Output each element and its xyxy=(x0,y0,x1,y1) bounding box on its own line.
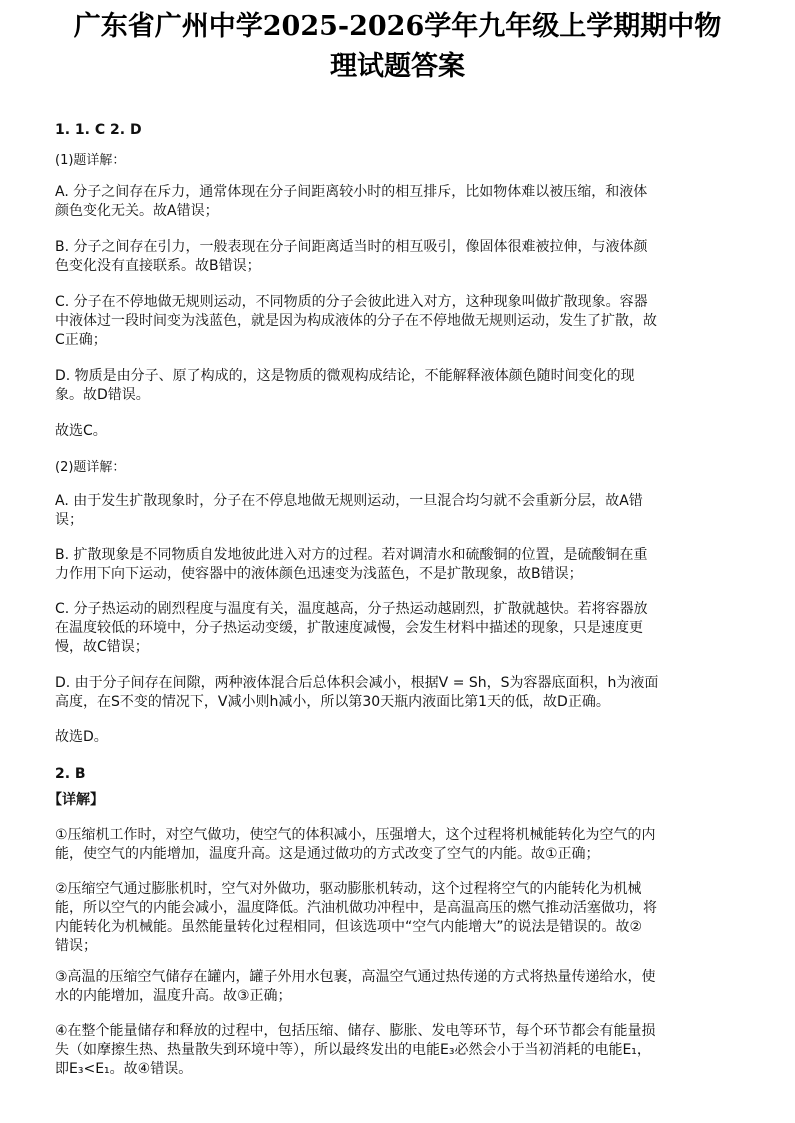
q1-part1-option-d-line: 象。故D错误。 xyxy=(55,387,150,403)
q2-paragraph-2-line: 能，所以空气的内能会减小，温度降低。汽油机做功冲程中，是高温高压的燃气推动活塞做功，将 xyxy=(55,900,657,916)
q1-part1-option-c-line: 中液体过一段时间变为浅蓝色，就是因为构成液体的分子在不停地做无规则运动，发生了扩散，故 xyxy=(55,313,657,329)
q2-paragraph-4-line: 即E₃<E₁。故④错误。 xyxy=(55,1061,193,1077)
q1-part1-option-a-line: A. 分子之间存在斥力，通常体现在分子间距离较小时的相互排斥，比如物体难以被压缩，和液体 xyxy=(55,184,648,200)
q1-part1-option-c-line: C. 分子在不停地做无规则运动，不同物质的分子会彼此进入对方，这种现象叫做扩散现象。容器 xyxy=(55,294,648,310)
document-title-line-2: 理试题答案 xyxy=(330,51,465,82)
q2-answer: 2. B xyxy=(55,766,86,782)
q1-part1-option-a-line: 颜色变化无关。故A错误； xyxy=(55,203,219,219)
q2-explanation-heading: 【详解】 xyxy=(48,792,104,808)
q1-answers: 1. 1. C 2. D xyxy=(55,122,142,138)
q1-part2-option-c-line: 在温度较低的环境中，分子热运动变缓，扩散速度减慢，会发生材料中描述的现象，只是速度更 xyxy=(55,620,643,636)
q1-part1-option-d-line: D. 物质是由分子、原了构成的，这是物质的微观构成结论，不能解释液体颜色随时间变化的现 xyxy=(55,368,635,384)
q2-paragraph-2-line: 错误； xyxy=(55,938,97,954)
q1-part1-option-b-line: B. 分子之间存在引力，一般表现在分子间距离适当时的相互吸引，像固体很难被拉伸，与液体颜 xyxy=(55,239,648,255)
q1-part2-option-d-line: D. 由于分子间存在间隙，两种液体混合后总体积会减小，根据V = Sh，S为容器底面积，h为液面 xyxy=(55,675,659,691)
document-title-line-1: 广东省广州中学2025-2026学年九年级上学期期中物 xyxy=(73,11,722,42)
q1-part1-conclusion: 故选C。 xyxy=(55,423,107,439)
q2-paragraph-1-line: ①压缩机工作时，对空气做功，使空气的体积减小，压强增大，这个过程将机械能转化为空气的内 xyxy=(55,827,656,843)
q1-part2-option-b-line: 力作用下向下运动，使容器中的液体颜色迅速变为浅蓝色，不是扩散现象，故B错误； xyxy=(55,566,583,582)
q2-paragraph-2-line: ②压缩空气通过膨胀机时，空气对外做功，驱动膨胀机转动，这个过程将空气的内能转化为机械 xyxy=(55,881,642,897)
q2-paragraph-2-line: 内能转化为机械能。虽然能量转化过程相同，但该选项中“空气内能增大”的说法是错误的。故② xyxy=(55,919,643,935)
q1-part1-heading: (1)题详解： xyxy=(55,153,126,168)
q2-paragraph-4-line: 失（如摩擦生热、热量散失到环境中等），所以最终发出的电能E₃必然会小于当初消耗的电能E₁， xyxy=(55,1042,651,1058)
q2-paragraph-1-line: 能，使空气的内能增加，温度升高。这是通过做功的方式改变了空气的内能。故①正确； xyxy=(55,846,600,862)
q1-part2-option-c-line: 慢，故C错误； xyxy=(55,639,149,655)
q1-part2-conclusion: 故选D。 xyxy=(55,729,108,745)
q2-paragraph-3-line: ③高温的压缩空气储存在罐内，罐子外用水包裹，高温空气通过热传递的方式将热量传递给水，使 xyxy=(55,969,656,985)
q1-part2-heading: (2)题详解： xyxy=(55,460,126,475)
q1-part2-option-b-line: B. 扩散现象是不同物质自发地彼此进入对方的过程。若对调清水和硫酸铜的位置，是硫酸铜在重 xyxy=(55,547,648,563)
q1-part2-option-d-line: 高度，在S不变的情况下，V减小则h减小，所以第30天瓶内液面比第1天的低，故D正确。 xyxy=(55,694,610,710)
q1-part2-option-c-line: C. 分子热运动的剧烈程度与温度有关，温度越高，分子热运动越剧烈，扩散就越快。若将容器放 xyxy=(55,601,648,617)
q1-part1-option-c-line: C正确； xyxy=(55,332,107,348)
q1-part2-option-a-line: 误； xyxy=(55,512,83,528)
q2-paragraph-4-line: ④在整个能量储存和释放的过程中，包括压缩、储存、膨胀、发电等环节，每个环节都会有能量损 xyxy=(55,1023,656,1039)
q2-paragraph-3-line: 水的内能增加，温度升高。故③正确； xyxy=(55,988,292,1004)
q1-part2-option-a-line: A. 由于发生扩散现象时，分子在不停息地做无规则运动，一旦混合均匀就不会重新分层，故A错 xyxy=(55,493,643,509)
q1-part1-option-b-line: 色变化没有直接联系。故B错误； xyxy=(55,258,261,274)
